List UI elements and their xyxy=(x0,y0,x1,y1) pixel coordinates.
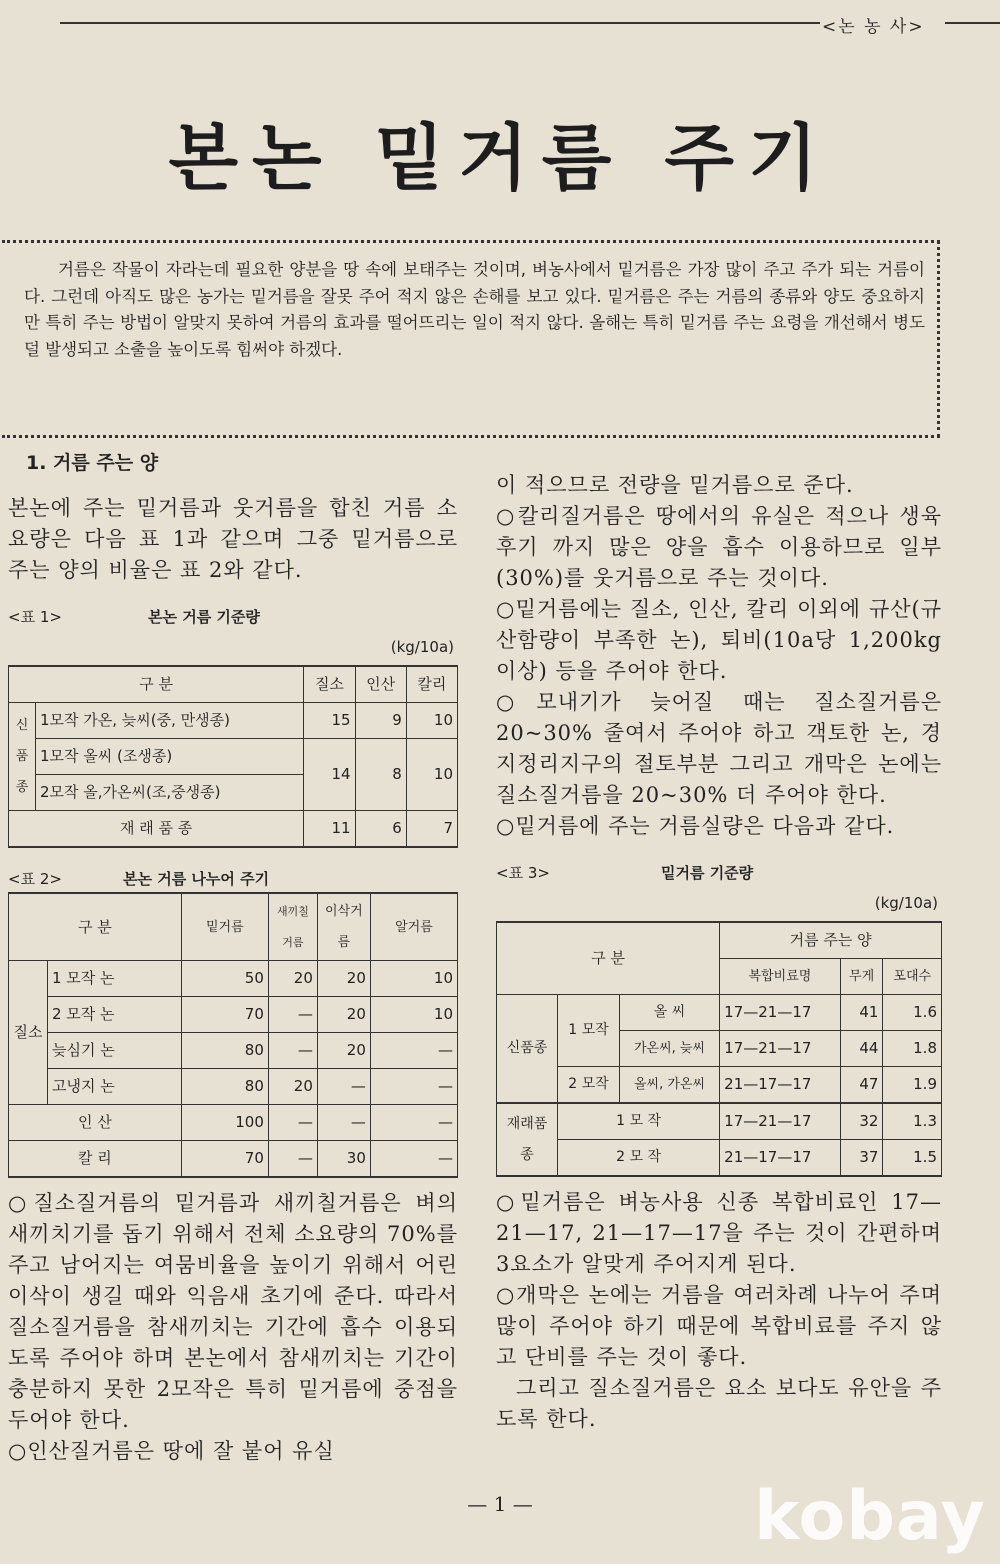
table2-title: 본논 거름 나누어 주기 xyxy=(123,870,270,888)
cell: 1.3 xyxy=(883,1103,942,1140)
col-header: 거름 주는 양 xyxy=(720,922,942,959)
cell: 15 xyxy=(304,703,355,739)
table-row xyxy=(497,1103,942,1140)
cell: 1.5 xyxy=(883,1140,942,1177)
row-label: 가온씨, 늦씨 xyxy=(619,1031,719,1067)
col-header: 밑거름 xyxy=(181,893,268,961)
col-header: 구 분 xyxy=(9,666,304,703)
row-label: 올 씨 xyxy=(619,995,719,1031)
row-label: 2 모 작 xyxy=(558,1140,720,1177)
cell: 17—21—17 xyxy=(720,995,841,1031)
group-label: 재래품종 xyxy=(497,1103,558,1176)
cell: 20 xyxy=(317,1033,370,1069)
section-heading: 1. 거름 주는 양 xyxy=(26,452,159,474)
article-title: 본논 밑거름 주기 xyxy=(168,116,832,200)
cell: — xyxy=(370,1141,457,1178)
cell: 7 xyxy=(406,811,457,848)
intro-box xyxy=(2,240,940,438)
cell: 14 xyxy=(304,739,355,811)
table-row xyxy=(497,1067,942,1104)
paragraph: 이 적으므로 전량을 밑거름으로 준다. xyxy=(496,473,854,497)
table2-caption xyxy=(8,864,458,888)
paragraph: ○밑거름에는 질소, 인산, 칼리 이외에 규산(규산함량이 부족한 논), 퇴비(10a당 1,200kg이상) 등을 주어야 한다. xyxy=(496,597,942,683)
row-label: 1 모작 xyxy=(558,995,620,1067)
cell: — xyxy=(317,1069,370,1105)
paragraph: ○모내기가 늦어질 때는 질소질거름은 20~30% 줄여서 주어야 하고 객토한 논, 경지정리지구의 절토부분 그리고 개막은 논에는 질소질거름을 20~30% 더 주어야 한다. xyxy=(496,690,942,807)
paragraph: ○칼리질거름은 땅에서의 유실은 적으나 생육후기 까지 많은 양을 흡수 이용하므로 일부(30%)를 웃거름으로 주는 것이다. xyxy=(496,504,942,590)
col-header: 칼리 xyxy=(406,666,457,703)
col-header: 알거름 xyxy=(370,893,457,961)
cell: — xyxy=(268,997,317,1033)
row-label: 1 모작 논 xyxy=(48,961,182,997)
row-label: 2 모작 xyxy=(558,1067,620,1104)
cell: 30 xyxy=(317,1141,370,1178)
cell: 20 xyxy=(317,997,370,1033)
cell: 32 xyxy=(840,1103,883,1140)
cell: 20 xyxy=(268,961,317,997)
cell: 20 xyxy=(268,1069,317,1105)
cell: 8 xyxy=(355,739,406,811)
cell: 50 xyxy=(181,961,268,997)
col-header: 무게 xyxy=(840,959,883,995)
group-label: 신품종 xyxy=(9,703,36,811)
cell: 80 xyxy=(181,1069,268,1105)
row-label: 늦심기 논 xyxy=(48,1033,182,1069)
cell: 10 xyxy=(370,997,457,1033)
row-label: 1모작 올씨 (조생종) xyxy=(36,739,304,775)
table-row xyxy=(9,1033,458,1069)
header-rule-end xyxy=(945,22,1000,24)
cell: 37 xyxy=(840,1140,883,1177)
right-column xyxy=(496,470,942,1435)
table1-label: <표 1> xyxy=(8,608,62,626)
cell: 44 xyxy=(840,1031,883,1067)
table-row xyxy=(9,739,458,775)
cell: 70 xyxy=(181,1141,268,1178)
table2 xyxy=(8,892,458,1178)
row-label: 2 모작 논 xyxy=(48,997,182,1033)
header-rule xyxy=(60,22,820,24)
cell: 1.9 xyxy=(883,1067,942,1104)
row-label: 인 산 xyxy=(9,1105,182,1141)
paragraph: 그리고 질소질거름은 요소 보다도 유안을 주도록 한다. xyxy=(496,1376,942,1431)
cell: 21—17—17 xyxy=(720,1140,841,1177)
table-header-row xyxy=(497,922,942,959)
row-label: 칼 리 xyxy=(9,1141,182,1178)
cell: — xyxy=(370,1033,457,1069)
table3-label: <표 3> xyxy=(496,864,550,882)
cell: 41 xyxy=(840,995,883,1031)
table-row xyxy=(497,1140,942,1177)
intro-text: 거름은 작물이 자라는데 필요한 양분을 땅 속에 보태주는 것이며, 벼농사에서 밑거름은 가장 많이 주고 주가 되는 거름이다. 그런데 아직도 많은 농가는 밑거름을 잘못 주어 적지 않은 손해를 보고 있다. 밑거름은 주는 거름의 종류와 양도 중요하지만 특히 주는 방법이 알맞지 못하여 거름의 효과를 떨어뜨리는 일이 적지 않다. 올해는 특히 밑거름 주는 요령을 개선해서 병도 덜 발생되고 소출을 높이도록 힘써야 하겠다. xyxy=(24,260,925,359)
table-row xyxy=(9,811,458,848)
cell: 100 xyxy=(181,1105,268,1141)
row-label: 2모작 올,가온씨(조,중생종) xyxy=(36,775,304,811)
table1 xyxy=(8,665,458,848)
row-label: 고냉지 논 xyxy=(48,1069,182,1105)
table-row xyxy=(9,961,458,997)
col-header: 이삭거름 xyxy=(317,893,370,961)
group-label: 신품종 xyxy=(497,995,558,1104)
row-label: 1모작 가온, 늦씨(중, 만생종) xyxy=(36,703,304,739)
table3-caption xyxy=(496,858,942,882)
table1-title: 본논 거름 기준량 xyxy=(148,608,260,626)
cell: 10 xyxy=(406,739,457,811)
paragraph: ○밑거름은 벼농사용 신종 복합비료인 17—21—17, 21—17—17을 주는 것이 간편하며 3요소가 알맞게 주어지게 된다. xyxy=(496,1190,942,1276)
cell: 6 xyxy=(355,811,406,848)
cell: 1.6 xyxy=(883,995,942,1031)
cell: — xyxy=(370,1105,457,1141)
cell: 47 xyxy=(840,1067,883,1104)
paragraph: ○질소질거름의 밑거름과 새끼칠거름은 벼의 새끼치기를 돕기 위해서 전체 소요량의 70%를 주고 남어지는 여뭄비율을 높이기 위해서 어린이삭이 생길 때와 익음새 초기에 준다. 따라서 질소질거름을 참새끼치는 기간에 흡수 이용되도록 주어야 하며 본논에서 참새끼치는 기간이 충분하지 못한 2모작은 특히 밑거름에 중점을 두어야 한다. xyxy=(8,1191,458,1432)
col-header: 포대수 xyxy=(883,959,942,995)
cell: 9 xyxy=(355,703,406,739)
watermark-logo: kobay xyxy=(754,1477,986,1556)
table1-unit: (kg/10a) xyxy=(390,638,454,656)
table3 xyxy=(496,921,942,1177)
cell: 10 xyxy=(370,961,457,997)
table-row xyxy=(9,997,458,1033)
paragraph: 본논에 주는 밑거름과 웃거름을 합친 거름 소요량은 다음 표 1과 같으며 그중 밑거름으로 주는 양의 비율은 표 2와 같다. xyxy=(8,496,458,582)
cell: 17—21—17 xyxy=(720,1103,841,1140)
col-header: 구 분 xyxy=(497,922,720,995)
cell: 70 xyxy=(181,997,268,1033)
table-header-row xyxy=(9,666,458,703)
left-column xyxy=(8,448,458,1467)
paragraph: ○밑거름에 주는 거름실량은 다음과 같다. xyxy=(496,814,895,838)
row-label: 1 모 작 xyxy=(558,1103,720,1140)
table-row xyxy=(9,1141,458,1178)
table-row xyxy=(9,1069,458,1105)
cell: — xyxy=(317,1105,370,1141)
col-header: 인산 xyxy=(355,666,406,703)
table-header-row xyxy=(9,893,458,961)
col-header: 구 분 xyxy=(9,893,182,961)
section-label: <논 농 사> xyxy=(822,17,925,37)
table-row xyxy=(497,995,942,1031)
table1-caption xyxy=(8,602,458,626)
cell: — xyxy=(268,1141,317,1178)
cell: 21—17—17 xyxy=(720,1067,841,1104)
col-header: 새끼칠거름 xyxy=(268,893,317,961)
cell: — xyxy=(370,1069,457,1105)
cell: 17—21—17 xyxy=(720,1031,841,1067)
cell: 80 xyxy=(181,1033,268,1069)
row-label: 재 래 품 종 xyxy=(9,811,304,848)
paragraph: ○인산질거름은 땅에 잘 붙어 유실 xyxy=(8,1439,335,1463)
cell: 11 xyxy=(304,811,355,848)
col-header: 질소 xyxy=(304,666,355,703)
table-row xyxy=(9,1105,458,1141)
table3-title: 밑거름 기준량 xyxy=(661,864,754,882)
group-label: 질소 xyxy=(9,961,48,1105)
page-number: — 1 — xyxy=(467,1492,533,1516)
cell: 1.8 xyxy=(883,1031,942,1067)
table3-unit: (kg/10a) xyxy=(874,894,938,912)
cell: — xyxy=(268,1105,317,1141)
row-label: 올씨, 가온씨 xyxy=(619,1067,719,1104)
col-header: 복합비료명 xyxy=(720,959,841,995)
paragraph: ○개막은 논에는 거름을 여러차례 나누어 주며 많이 주어야 하기 때문에 복합비료를 주지 않고 단비를 주는 것이 좋다. xyxy=(496,1283,942,1369)
cell: 10 xyxy=(406,703,457,739)
cell: — xyxy=(268,1033,317,1069)
table2-label: <표 2> xyxy=(8,870,62,888)
table-row xyxy=(9,703,458,739)
cell: 20 xyxy=(317,961,370,997)
